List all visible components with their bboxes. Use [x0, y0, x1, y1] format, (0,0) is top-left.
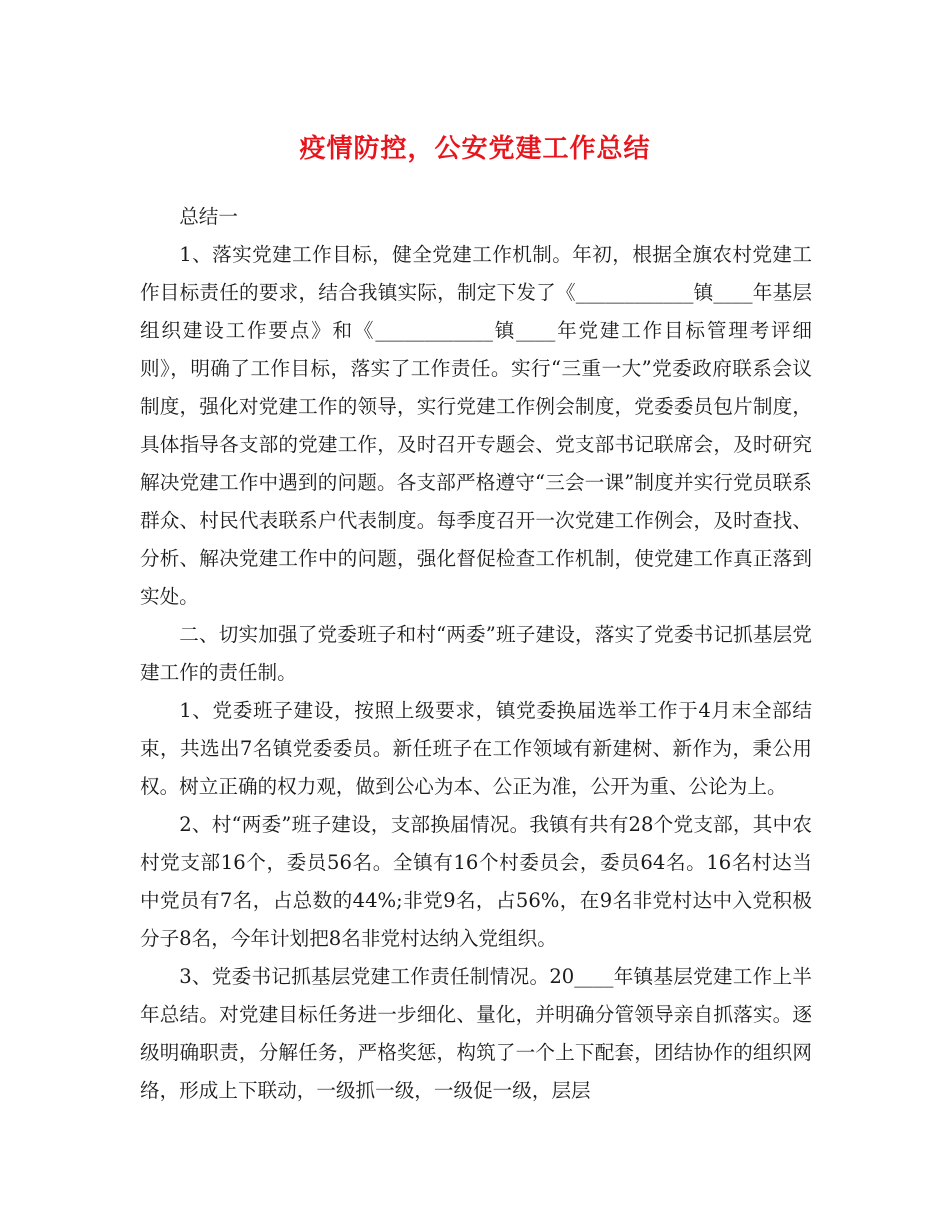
- document-body: [140, 198, 812, 1110]
- paragraph: 3、党委书记抓基层党建工作责任制情况。20____年镇基层党建工作上半年总结。对党建目标任务进一步细化、量化，并明确分管领导亲自抓落实。逐级明确职责，分解任务，严格奖惩，构筑了一个上下配套，团结协作的组织网络，形成上下联动，一级抓一级，一级促一级，层层: [140, 965, 812, 1102]
- paragraph: 1、落实党建工作目标，健全党建工作机制。年初，根据全旗农村党建工作目标责任的要求，结合我镇实际，制定下发了《____________镇____年基层组织建设工作要点》和《____________镇____年党建工作目标管理考评细则》，明确了工作目标，落实了工作责任。实行“三重一大”党委政府联系会议制度，强化对党建工作的领导，实行党建工作例会制度，党委委员包片制度，具体指导各支部的党建工作，及时召开专题会、党支部书记联席会，及时研究解决党建工作中遇到的问题。各支部严格遵守“三会一课”制度并实行党员联系群众、村民代表联系户代表制度。每季度召开一次党建工作例会，及时查找、分析、解决党建工作中的问题，强化督促检查工作机制，使党建工作真正落到实处。: [140, 243, 812, 608]
- section-heading: 总结一: [179, 205, 238, 228]
- document-title: 疫情防控，公安党建工作总结: [299, 134, 651, 164]
- paragraph: 1、党委班子建设，按照上级要求，镇党委换届选举工作于4月末全部结束，共选出7名镇党委委员。新任班子在工作领域有新建树、新作为，秉公用权。树立正确的权力观，做到公心为本、公正为准，公开为重、公论为上。: [140, 699, 812, 798]
- paragraph: 2、村“两委”班子建设，支部换届情况。我镇有共有28个党支部，其中农村党支部16个，委员56名。全镇有16个村委员会，委员64名。16名村达当中党员有7名，占总数的44%;非党9名，占56%，在9名非党村达中入党积极分子8名，今年计划把8名非党村达纳入党组织。: [140, 813, 812, 950]
- paragraph: 二、切实加强了党委班子和村“两委”班子建设，落实了党委书记抓基层党建工作的责任制。: [140, 623, 812, 684]
